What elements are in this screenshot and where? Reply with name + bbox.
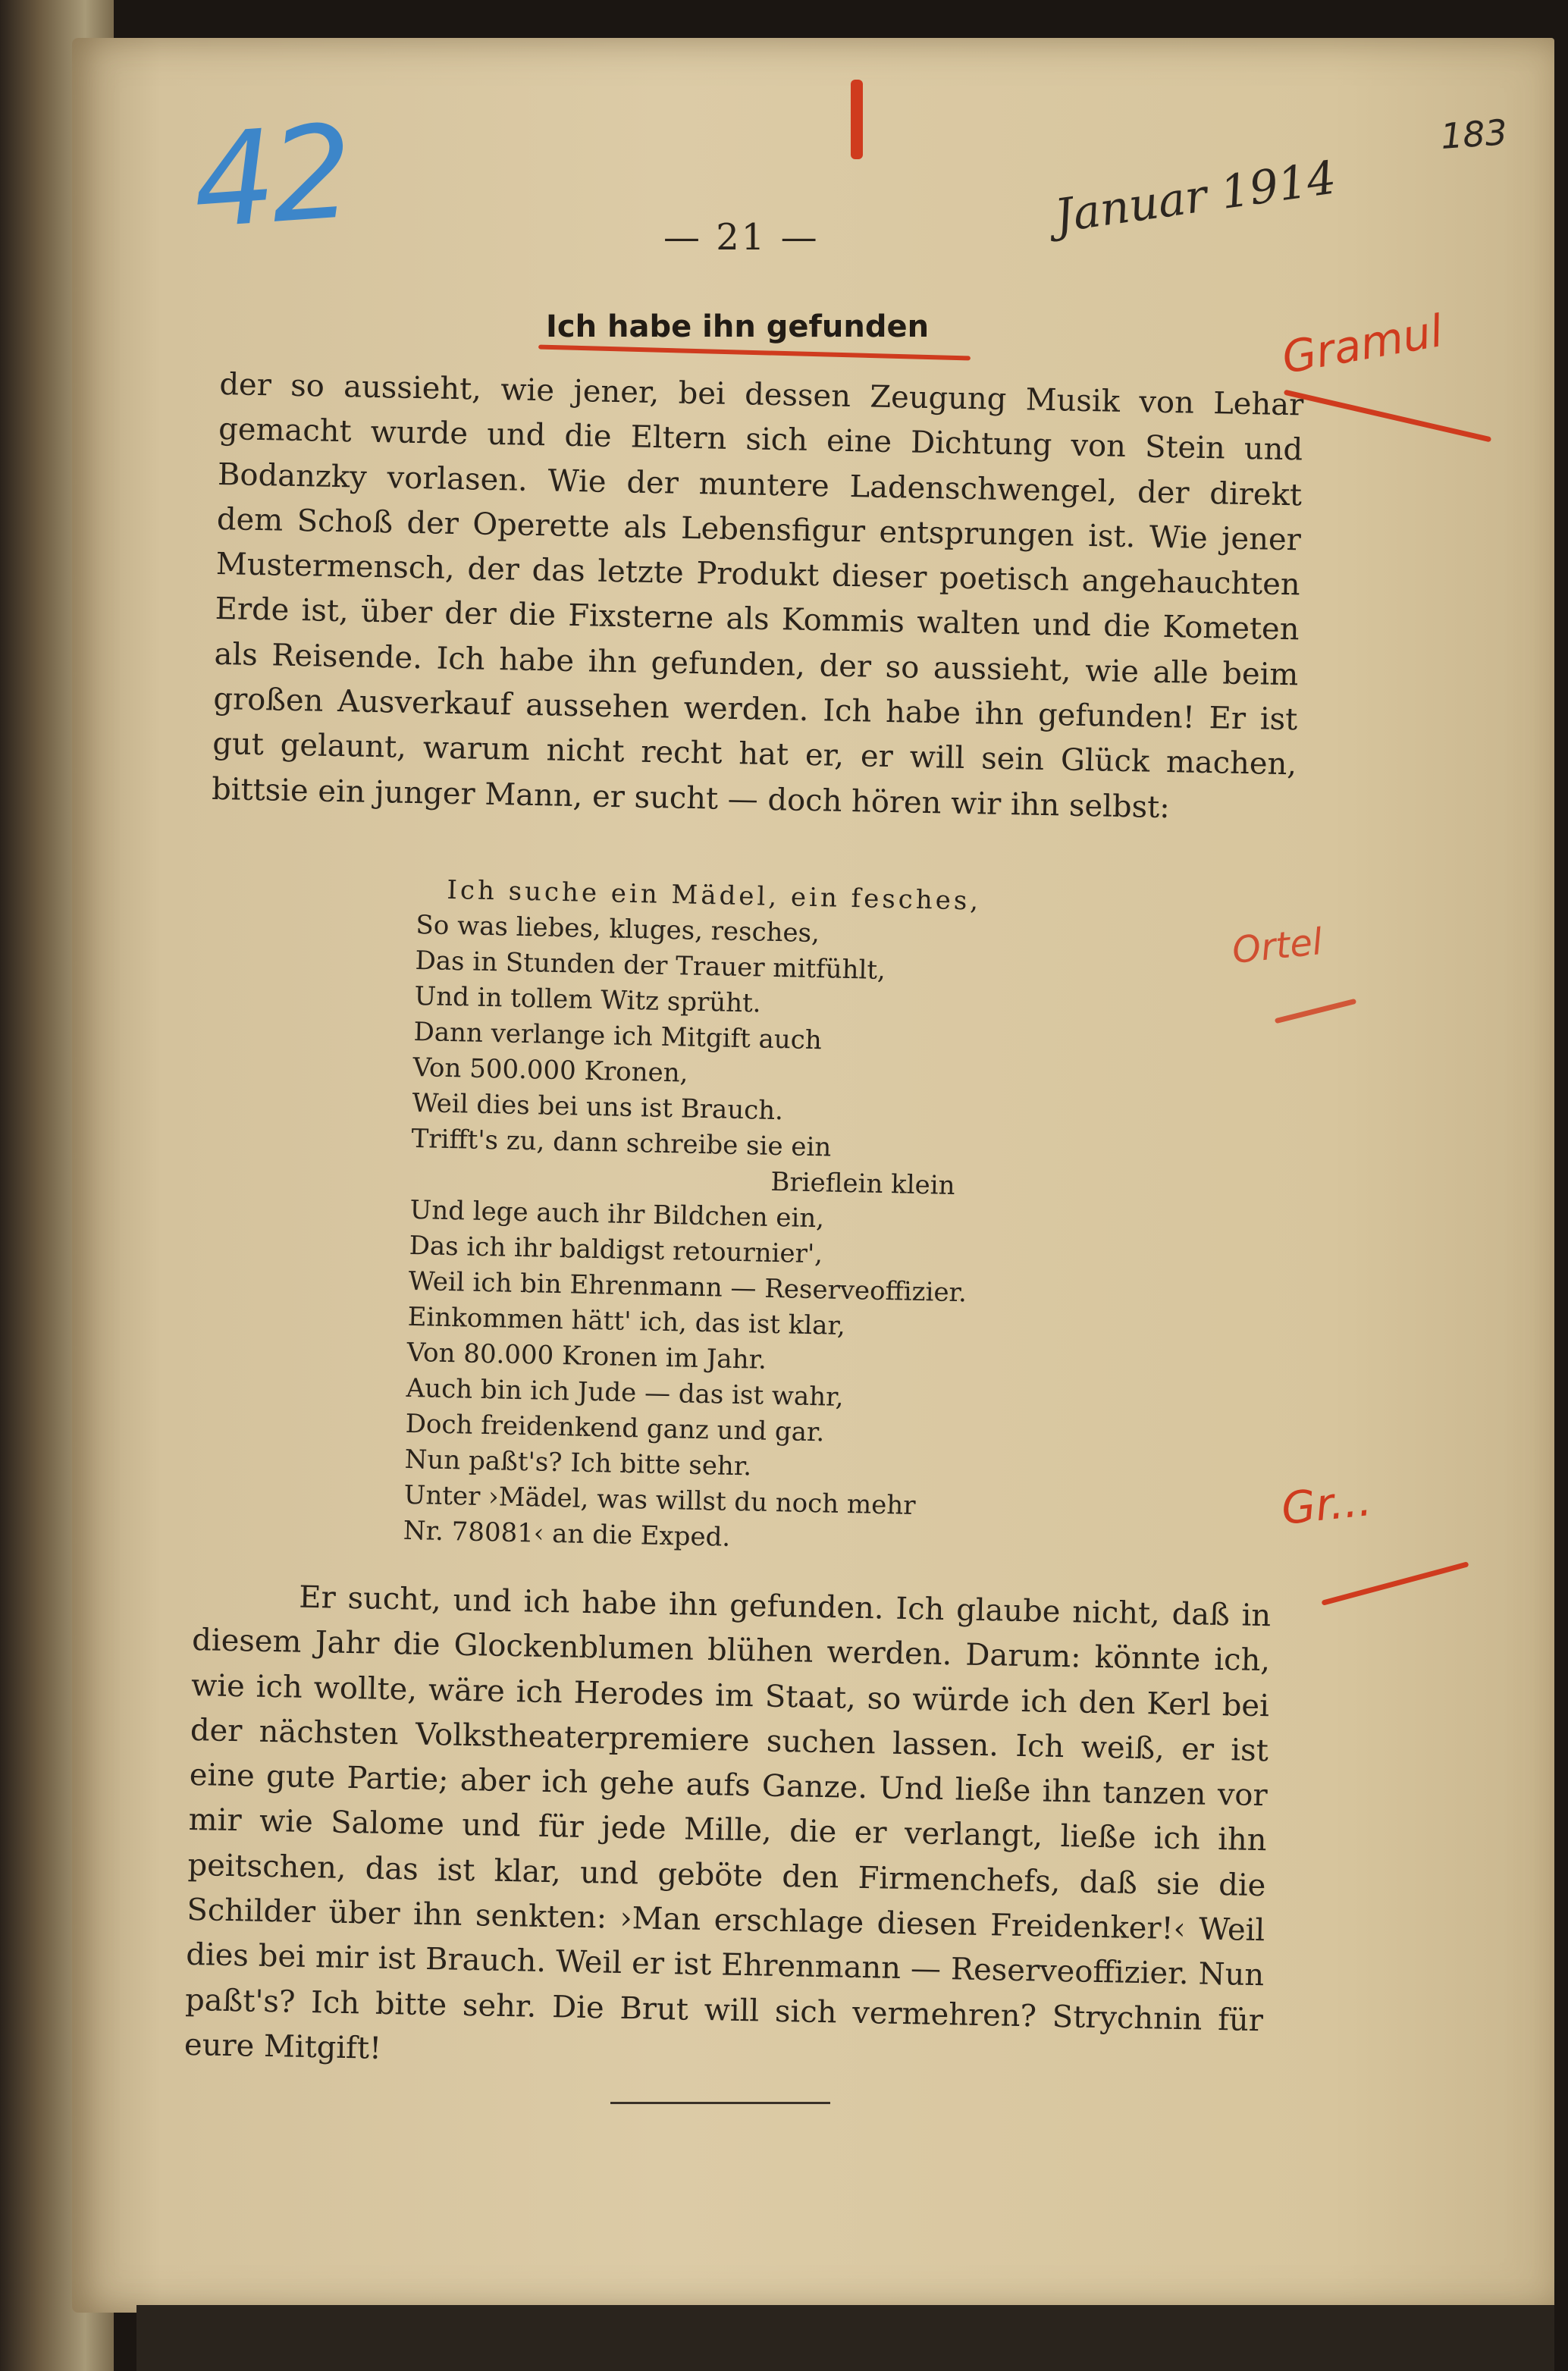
poem-line: Trifft's zu, dann schreibe sie ein	[411, 1123, 832, 1163]
poem-line: Unter ›Mädel, was willst du noch mehr	[403, 1479, 916, 1521]
red-marginal-note-3: Gr...	[1278, 1473, 1375, 1535]
red-pencil-mark	[851, 80, 863, 159]
poem-line: Einkommen hätt' ich, das ist klar,	[407, 1301, 846, 1341]
red-marginal-note-1: Gramul	[1278, 304, 1447, 384]
page-shadow	[136, 2305, 1554, 2371]
handwritten-date: Januar 1914	[1051, 151, 1340, 243]
poem-line: Das ich ihr baldigst retournier',	[409, 1230, 823, 1270]
poem-line: Ich suche ein Mädel, ein fesches,	[447, 874, 982, 917]
advertisement-poem	[403, 872, 1174, 1565]
paragraph-one	[212, 362, 1304, 833]
poem-line: Brieflein klein	[770, 1166, 955, 1201]
poem-line: Und in tollem Witz sprüht.	[414, 980, 761, 1019]
paragraph-two	[183, 1573, 1271, 2088]
blue-folio-number: 42	[188, 97, 353, 258]
poem-line: Weil ich bin Ehrenmann — Reserveoffizier.	[408, 1265, 967, 1309]
poem-line: Und lege auch ihr Bildchen ein,	[409, 1194, 825, 1234]
poem-line: So was liebes, kluges, resches,	[416, 909, 820, 949]
poem-line: Von 500.000 Kronen,	[412, 1052, 688, 1089]
poem-line: Dann verlange ich Mitgift auch	[413, 1016, 823, 1056]
poem-line: Weil dies bei uns ist Brauch.	[412, 1087, 784, 1127]
top-right-folio: 183	[1439, 111, 1509, 157]
page-number: — 21 —	[663, 216, 820, 259]
paragraph-two-text: Er sucht, und ich habe ihn gefunden. Ich glaube nicht, daß in diesem Jahr die Glockenblumen blühen werden. Darum: könnte ich, wie ich wollte, wäre ich Herodes im Staat, so würde ich den Kerl bei der nächsten Volkstheaterpremiere suchen lassen. Ich weiß, er ist eine gute Partie; aber ich gehe aufs Ganze. Und ließe ihn tanzen vor mir wie Salome und für jede Mille, die er verlangt, ließe ich ihn peitschen, das ist klar, und geböte den Firmenchefs, daß sie die Schilder über ihn senkten: ›Man erschlage diesen Freidenker!‹ Weil dies bei mir ist Brauch. Weil er ist Ehrenmann — Reserveoffizier. Nun paßt's? Ich bitte sehr. Die Brut will sich vermehren? Strychnin für eure Mitgift!	[183, 1579, 1272, 2066]
poem-line: Doch freidenkend ganz und gar.	[405, 1408, 825, 1448]
poem-line: Auch bin ich Jude — das ist wahr,	[406, 1372, 844, 1413]
paragraph-one-text: der so aussieht, wie jener, bei dessen Zeugung Musik von Lehar gemacht wurde und die Eltern sich eine Dichtung von Stein und Bodanzky vorlasen. Wie der muntere Ladenschwengel, der direkt dem Schoß der Operette als Lebensfigur entsprungen ist. Wie jener Mustermensch, der das letzte Produkt dieser poetisch angehauchten Erde ist, über der die Fixsterne als Kommis walten und die Kometen als Reisende. Ich habe ihn gefunden, der so aussieht, wie alle beim großen Ausverkauf aussehen werden. Ich habe ihn gefunden! Er ist gut gelaunt, warum nicht recht hat er, er will sein Glück machen, bittsie ein junger Mann, er sucht — doch hören wir ihn selbst:	[211, 366, 1304, 825]
article-title: Ich habe ihn gefunden	[546, 309, 930, 344]
poem-line: Nr. 78081‹ an die Exped.	[403, 1515, 731, 1553]
closing-rule	[610, 2102, 830, 2104]
poem-line: Nun paßt's? Ich bitte sehr.	[404, 1444, 752, 1482]
red-marginal-note-2: Ortel	[1230, 920, 1325, 973]
poem-line: Das in Stunden der Trauer mitfühlt,	[415, 945, 886, 986]
poem-line: Von 80.000 Kronen im Jahr.	[406, 1337, 767, 1375]
